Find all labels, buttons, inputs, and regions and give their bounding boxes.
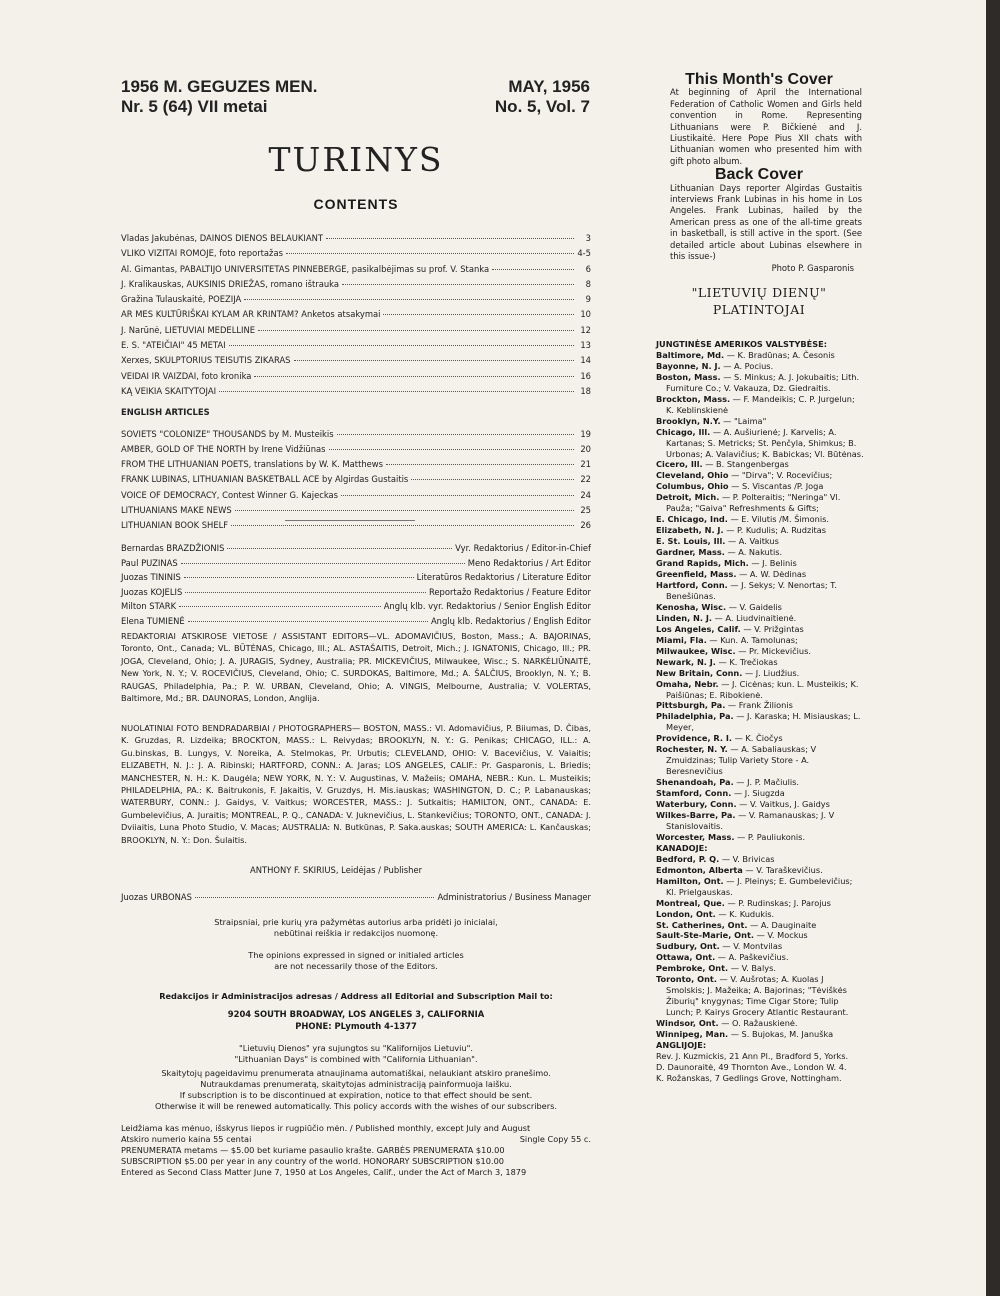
distributor-entry: Windsor, Ont. — O. Ražauskienė. <box>656 1018 798 1029</box>
staff-name: Paul PUZINAS <box>121 557 178 568</box>
address-block <box>121 1008 591 1032</box>
distributor-entry: Edmonton, Alberta — V. Taraškevičius. <box>656 864 823 875</box>
staff-row <box>121 585 591 600</box>
toc-entry: J. Kralikauskas, AUKSINIS DRIEŽAS, romano ištrauka 8 <box>121 278 591 289</box>
toc-entry: LITHUANIAN BOOK SHELF 26 <box>121 520 591 531</box>
back-cover-title: Back Cover <box>714 166 804 184</box>
phone: PHONE: PLymouth 4-1377 <box>295 1021 417 1031</box>
distributor-entry: Sault-Ste-Marie, Ont. — V. Mockus <box>656 930 808 941</box>
distributor-entry: Montreal, Que. — P. Rudinskas; J. Parojus <box>656 897 831 908</box>
distributor-entry: St. Catherines, Ont. — A. Dauginaite <box>656 919 817 930</box>
admin-role: Administratorius / Business Manager <box>437 892 591 902</box>
disclaimer-en: The opinions expressed in signed or initialed articles are not necessarily those of the Editors. <box>248 950 464 971</box>
toc-entry: E. S. "ATEIČIAI" 45 METAI 13 <box>121 340 591 351</box>
distributor-entry: Grand Rapids, Mich. — J. Belinis <box>656 558 797 569</box>
staff-role: Literatūros Redaktorius / Literature Editor <box>416 572 591 583</box>
staff-role: Reportažo Redaktorius / Feature Editor <box>428 586 591 597</box>
distributor-entry: Miami, Fla. — Kun. A. Tamolunas; <box>656 634 798 645</box>
distributor-entry: Winnipeg, Man. — S. Bujokas, M. Januška <box>656 1029 834 1040</box>
staff-role: Vyr. Redaktorius / Editor-in-Chief <box>455 543 591 553</box>
toc-entry: FRANK LUBINAS, LITHUANIAN BASKETBALL ACE by Algirdas Gustaitis 22 <box>121 474 591 485</box>
staff-name: Milton STARK <box>121 601 177 612</box>
cover-title: This Month's Cover <box>685 71 833 88</box>
toc-entry: KĄ VEIKIA SKAITYTOJAI 18 <box>121 385 591 396</box>
en-date: MAY, 1956 <box>508 77 590 96</box>
toc-entry: AMBER, GOLD OF THE NORTH by Irene Vidžiūnas 20 <box>121 443 591 454</box>
distributor-entry: Providence, R. I. — K. Čiočys <box>656 733 783 744</box>
distributor-entry: Pittsburgh, Pa. — Frank Žilionis <box>656 700 793 711</box>
distributor-entry: Columbus, Ohio — S. Viscantas /P. Joga <box>656 481 824 492</box>
distributor-entry: Rochester, N. Y. — A. Sabaliauskas; V Zmuidzinas; Tulip Variety Store - A. Beresnevičius <box>656 744 817 777</box>
distributor-region: ANGLIJOJE: <box>656 1040 707 1050</box>
staff-role: Anglų klb. vyr. Redaktorius / Senior English Editor <box>383 601 591 612</box>
admin-name: Juozas URBONAS <box>121 892 192 902</box>
distributor-entry: Shenandoah, Pa. — J. P. Mačiulis. <box>656 777 800 788</box>
renewal-note: Skaitytojų pageidavimu prenumerata atnaujinama automatiškai, nelaukiant atskiro pranešimo. Nutraukdamas prenumeratą, skaitytojas administraciją painformuoja laišku. If subscription is to be discontinued at expiration, notice to that effect should be sent. Otherwise it will be renewed automatically. This policy accords with the wishes of our subscribers. <box>155 1068 557 1111</box>
distributor-entry: Bedford, P. Q. — V. Brivicas <box>656 853 775 864</box>
distributor-region: KANADOJE: <box>656 842 708 853</box>
distributor-entry: Gardner, Mass. — A. Nakutis. <box>656 547 783 558</box>
back-cover-text: Lithuanian Days reporter Algirdas Gustaitis interviews Frank Lubinas in his home in Los Angeles. Frank Lubinas, hailed by the American press as one of the all-time greats in basketball, is still active in the sport. (See detailed article about Lubinas elsewhere in this issue-) <box>670 182 862 262</box>
photographers: NUOLATINIAI FOTO BENDRADARBIAI / PHOTOGRAPHERS— BOSTON, MASS.: Vl. Adomavičius, P. Biiumas, D. Čibas, K. Gruzdas, R. Lizdeika; BROCKTON, MASS.: L. Reivydas; BROOKLYN, N. Y.: G. Penikas; CHICAGO, ILL.: A. Gu.binskas, B. Lungys, V. Noreika, A. Stelmokas, Pr. Urbutis; CLEVELAND, OHIO: V. Bacevičius, V. Vaiaitis; ELIZABETH, N. J.: J. A. Ribinski; HARTFORD, CONN.: A. Jaras; LOS ANGELES, CALIF.: Pr. Gasparonis, L. Briedis; MANCHESTER, N. H.: K. Daugėla; NEW YORK, N. Y.: V. Augustinas, V. Mažeiis; OMAHA, NEBR.: Kun. L. Musteikis; PHILADELPHIA, PA.: K. Baitrukonis, F. Jakaitis, V. Gruzdys, H. Mis.iauskas; WASHINGTON, D. C.; P. Labanauskas; WATERBURY, CONN.: J. Gaidys, V. Vaitkus; WORCESTER, MASS.: J. Sutkaitis; HAMILTON, ONT., CANADA: E. Gumbelevičius, A. Juraitis; MONTREAL, P. Q., CANADA: V. Juknevičius, L. Stankevičius; TORONTO, ONT., CANADA: J. Dviiaitis, Luna Photo Studio, V. Macas; AUSTRALIA: N. Butkūnas, P. Saka.auskas; SOUTH AMERICA: L. Kančauskas; BROOKLYN, N. Y.: Don. Šulaitis. <box>121 723 591 845</box>
distributor-entry: Newark, N. J. — K. Trečiokas <box>656 656 778 667</box>
distributor-entry: Hamilton, Ont. — J. Pleinys; E. Gumbelevičius; Kl. Prielgauskas. <box>656 875 853 897</box>
page-title: TURINYS <box>268 140 444 179</box>
distributor-entry: Kenosha, Wisc. — V. Gaidelis <box>656 601 782 612</box>
distributor-entry: Cleveland, Ohio — "Dirva"; V. Rocevičius; <box>656 470 833 481</box>
toc-entry: Xerxes, SKULPTORIUS TEISUTIS ZIKARAS 14 <box>121 355 591 366</box>
single-copy-en: Single Copy 55 c. <box>519 1134 591 1144</box>
toc-entry: AR MES KULTŪRIŠKAI KYLAM AR KRINTAM? Anketos atsakymai 10 <box>121 309 591 320</box>
staff-row <box>121 541 591 556</box>
toc-entry: Gražina Tulauskaitė, POEZIJA 9 <box>121 294 591 305</box>
toc-entry: Al. Gimantas, PABALTIJO UNIVERSITETAS PINNEBERGE, pasikalbėjimas su prof. V. Stanka 6 <box>121 263 591 274</box>
lt-date: 1956 M. GEGUZES MEN. <box>121 77 318 96</box>
distributor-entry: Hartford, Conn. — J. Sekys; V. Nenortas; T. Benešiūnas. <box>656 579 837 601</box>
lt-issue: Nr. 5 (64) VII metai <box>121 97 268 116</box>
distributor-entry: Baltimore, Md. — K. Bradūnas; A. Česonis <box>656 349 835 360</box>
address: 9204 SOUTH BROADWAY, LOS ANGELES 3, CALIFORNIA <box>227 1009 485 1019</box>
staff-row <box>121 614 591 629</box>
distributor-entry: Waterbury, Conn. — V. Vaitkus, J. Gaidys <box>656 799 830 810</box>
distributor-entry: Greenfield, Mass. — A. W. Dėdinas <box>656 569 807 580</box>
distributor-entry: Stamford, Conn. — J. Siugzda <box>656 788 785 799</box>
page-subtitle: CONTENTS <box>313 196 399 212</box>
staff-row <box>121 599 591 614</box>
table-of-contents <box>121 231 591 534</box>
staff-role: Anglų klb. Redaktorius / English Editor <box>430 615 591 626</box>
disclaimer-lt: Straipsniai, prie kurių yra pažymėtas autorius arba pridėti jo inicialai, nebūtinai reiškia ir redakcijos nuomonę. <box>214 917 498 938</box>
distributor-entry: Brooklyn, N.Y. — "Laima" <box>656 415 767 426</box>
distributor-entry: Elizabeth, N. J. — P. Kudulis; A. Rudzitas <box>656 525 827 536</box>
distributor-entry: E. St. Louis, Ill. — A. Vaitkus <box>656 536 779 547</box>
distributor-entry: New Britain, Conn. — J. Liudžius. <box>656 667 800 678</box>
page-edge <box>986 0 1000 1296</box>
cover-section <box>656 71 862 318</box>
distributor-entry: Detroit, Mich. — P. Polteraitis; "Neringa" Vl. Pauža; "Gaiva" Refreshments & Gifts; <box>656 492 841 514</box>
distributor-entry: Brockton, Mass. — F. Mandeikis; C. P. Jurgelun; K. Keblinskienė <box>656 393 855 415</box>
en-issue: No. 5, Vol. 7 <box>494 97 590 116</box>
distributor-entry: Wilkes-Barre, Pa. — V. Ramanauskas; J. V Stanislovaitis. <box>656 809 835 831</box>
distributor-entry: Los Angeles, Calif. — V. Prižgintas <box>656 623 804 634</box>
toc-entry: SOVIETS "COLONIZE" THOUSANDS by M. Musteikis 19 <box>121 428 591 439</box>
distributors-heading: "LIETUVIŲ DIENŲ" PLATINTOJAI <box>691 284 827 317</box>
publication-info: Leidžiama kas mėnuo, išskyrus liepos ir rugpiūčio mėn. / Published monthly, except July and August Atskiro numerio kaina 55 centai Single Copy 55 c. PRENUMERATA metams — $5.00 bet kuriame pasaulio krašte. GARBĖS PRENUMERATA $10.00 SUBSCRIPTION $5.00 per year in any country of the world. HONORARY SUBSCRIPTION $10.00 Entered as Second Class Matter June 7, 1950 at Los Angeles, Calif., under the Act of March 3, 1879 <box>121 1123 591 1177</box>
distributor-entry: Toronto, Ont. — V. Aušrotas; A. Kuolas J Smolskis; J. Mažeika; A. Bajorinas; "Tėviškės Žiburių" knygynas; Time Cigar Store; Tulip Lunch; P. Kairys Grocery Atlantic Restaurant. <box>656 974 849 1018</box>
distributor-entry: Chicago, Ill. — A. Aušiurienė; J. Karvelis; A. Kartanas; S. Metricks; St. Penčyla, Shimkus; B. Urbonas; A. Valavičius; K. Babickas; Vl. Būtėnas. <box>656 426 864 459</box>
divider <box>285 520 415 521</box>
publisher: ANTHONY F. SKIRIUS, Leidėjas / Publisher <box>250 865 423 875</box>
toc-entry: VEIDAI IR VAIZDAI, foto kronika 16 <box>121 370 591 381</box>
address-label: Redakcijos ir Administracijos adresas / Address all Editorial and Subscription Mail to: <box>159 991 553 1001</box>
distributor-entry: Ottawa, Ont. — A. Paškevičius. <box>656 952 789 963</box>
english-articles-header: ENGLISH ARTICLES <box>121 407 210 418</box>
distributor-entry: Boston, Mass. — S. Minkus; A. J. Jokubaitis; Lith. Furniture Co.; V. Vakauza, Dz. Giedraitis. <box>656 371 860 393</box>
distributor-entry: Omaha, Nebr. — J. Cicėnas; kun. L. Musteikis; K. Paišiūnas; E. Ribokienė. <box>656 678 859 700</box>
merge-note: "Lietuvių Dienos" yra sujungtos su "Kalifornijos Lietuviu". "Lithuanian Days" is combined with "California Lithuanian". <box>234 1043 478 1064</box>
staff-role: Meno Redaktorius / Art Editor <box>467 557 591 568</box>
distributor-entry: K. Rožanskas, 7 Gedlings Grove, Nottingham. <box>656 1072 842 1083</box>
staff-row <box>121 570 591 585</box>
distributor-entry: Philadelphia, Pa. — J. Karaska; H. Misiauskas; L. Meyer, <box>656 711 861 733</box>
toc-entry: LITHUANIANS MAKE NEWS 25 <box>121 505 591 516</box>
toc-entry: VLIKO VIZITAI ROMOJE, foto reportažas 4-5 <box>121 248 591 259</box>
distributor-entry: Cicero, Ill. — B. Stangenbergas <box>656 459 789 470</box>
staff-name: Bernardas BRAZDŽIONIS <box>121 543 225 553</box>
assistant-editors: REDAKTORIAI ATSKIROSE VIETOSE / ASSISTANT EDITORS—VL. ADOMAVIČIUS, Boston, Mass.; A. BAJORINAS, Toronto, Ont., Canada; VL. BŪTĖNAS, Chicago, Ill.; AL. ASTAŠAITIS, Detroit, Mich.; J. IGNATONIS, Chicago, Ill.; PR. JOGA, Cleveland, Ohio; J. A. JURAGIS, Sydney, Australia; PR. MICKEVIČIUS, Milwaukee, Wisc.; S. NARKĖLIŪNAITĖ, New York, N. Y.; V. ROCEVIČIUS, Cleveland, Ohio; C. SURDOKAS, Baltimore, Md.; A. ŠALČIUS, Brooklyn, N. Y.; B. RAUGAS, Philadelphia, Pa.; P. W. URBAN, Cleveland, Ohio; A. VINGIS, Melbourne, Australia; V. VOLERTAS, Baltimore, Md.; BR. DAUNORAS, London, Anglija. <box>121 631 591 704</box>
distributor-entry: Bayonne, N. J. — A. Pocius. <box>656 360 774 371</box>
distributor-entry: D. Daunoraitė, 49 Thornton Ave., London W. 4. <box>656 1061 847 1072</box>
toc-entry: J. Narūnė, LIETUVIAI MEDELLINE 12 <box>121 324 591 335</box>
toc-entry: VOICE OF DEMOCRACY, Contest Winner G. Kajeckas 24 <box>121 489 591 500</box>
staff-name: Juozas KOJELIS <box>121 586 183 597</box>
toc-entry: FROM THE LITHUANIAN POETS, translations by W. K. Matthews 21 <box>121 459 591 470</box>
single-copy-lt: Atskiro numerio kaina 55 centai <box>121 1134 252 1144</box>
toc-entry: Vladas Jakubėnas, DAINOS DIENOS BELAUKIANT 3 <box>121 233 591 243</box>
staff-name: Juozas TININIS <box>121 572 181 583</box>
distributor-entry: E. Chicago, Ind. — E. Vilutis /M. Šimonis. <box>656 514 829 525</box>
distributors-list <box>656 339 864 1084</box>
distributor-entry: Sudbury, Ont. — V. Montvilas <box>656 941 783 952</box>
distributor-region: JUNGTINĖSE AMERIKOS VALSTYBĖSE: <box>656 339 827 349</box>
distributor-entry: Linden, N. J. — A. Liudvinaitienė. <box>656 612 797 623</box>
distributor-entry: Pembroke, Ont. — V. Balys. <box>656 963 776 974</box>
staff-list <box>121 541 591 629</box>
distributor-entry: London, Ont. — K. Kudukis. <box>656 908 775 919</box>
staff-row <box>121 556 591 571</box>
distributor-entry: Milwaukee, Wisc. — Pr. Mickevičius. <box>656 645 811 656</box>
back-cover-credit: Photo P. Gasparonis <box>771 262 854 273</box>
distributor-entry: Rev. J. Kuzmickis, 21 Ann Pl., Bradford 5, Yorks. <box>656 1050 849 1061</box>
staff-name: Elena TUMIENĖ <box>121 615 185 626</box>
admin-row <box>121 890 591 905</box>
cover-text: At beginning of April the International Federation of Catholic Women and Girls held convention in Rome. Representing Lithuanians were P. Bičkienė and J. Liustikaitė. Here Pope Pius XII chats with Lithuanian women who presented him with gift photo album. <box>670 87 862 166</box>
distributor-entry: Worcester, Mass. — P. Pauliukonis. <box>656 831 806 842</box>
